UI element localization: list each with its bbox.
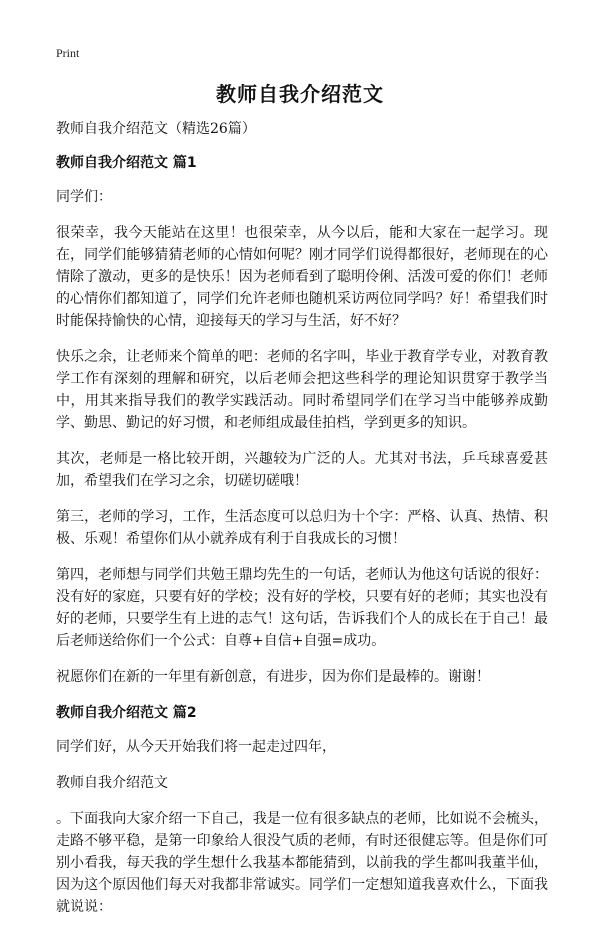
- section-heading-1: 教师自我介绍范文 篇1: [56, 155, 197, 171]
- paragraph: 其次，老师是一格比较开朗，兴趣较为广泛的人。尤其对书法，乒乓球喜爱甚加，希望我们在学习之余，切磋切磋哦！: [56, 451, 548, 489]
- section-heading-2: 教师自我介绍范文 篇2: [56, 705, 197, 721]
- paragraph: 很荣幸，我今天能站在这里！也很荣幸，从今以后，能和大家在一起学习。现在，同学们能够猜猜老师的心情如何呢？刚才同学们说得都很好，老师现在的心情除了激动，更多的是快乐！因为老师看到了聪明伶俐、活泼可爱的你们！老师的心情你们都知道了，同学们允许老师也随机采访两位同学吗？好！希望我们时时能保持愉快的心情，迎接每天的学习与生活，好不好？: [56, 225, 548, 329]
- paragraph: 快乐之余，让老师来个简单的吧：老师的名字叫，毕业于教育学专业，对教育教学工作有深刻的理解和研究，以后老师会把这些科学的理论知识贯穿于教学当中，用其来指导我们的教学实践活动。同时希望同学们在学习当中能够养成勤学、勤思、勤记的好习惯，和老师组成最佳拍档，学到更多的知识。: [56, 349, 548, 431]
- document-subtitle: 教师自我介绍范文（精选26篇）: [56, 121, 256, 137]
- document-body: [56, 118, 548, 932]
- paragraph: 祝愿你们在新的一年里有新创意，有进步，因为你们是最棒的。谢谢！: [56, 669, 490, 685]
- paragraph: 同学们：: [56, 189, 112, 205]
- paragraph: 第三，老师的学习，工作，生活态度可以总归为十个字：严格、认真、热情、积极、乐观！希望你们从小就养成有利于自我成长的习惯！: [56, 509, 548, 547]
- paragraph: 第四，老师想与同学们共勉王鼎均先生的一句话，老师认为他这句话说的很好：没有好的家庭，只要有好的学校；没有好的学校，只要有好的老师；其实也没有好的老师，只要学生有上进的志气！这句话，告诉我们个人的成长在于自己！最后老师送给你们一个公式：自尊+自信+自强=成功。: [56, 567, 548, 649]
- paragraph: 同学们好，从今天开始我们将一起走过四年，: [56, 739, 336, 755]
- print-link[interactable]: Print: [56, 46, 80, 60]
- paragraph: 。下面我向大家介绍一下自己，我是一位有很多缺点的老师，比如说不会梳头，走路不够平稳，是第一印象给人很没气质的老师，有时还很健忘等。但是你们可别小看我，每天我的学生想什么我基本都能猜到，以前我的学生都叫我董半仙，因为这个原因他们每天对我都非常诚实。同学们一定想知道我喜欢什么，下面我就说说：: [56, 811, 548, 915]
- document-title: 教师自我介绍范文: [216, 82, 384, 106]
- paragraph: 教师自我介绍范文: [56, 775, 168, 791]
